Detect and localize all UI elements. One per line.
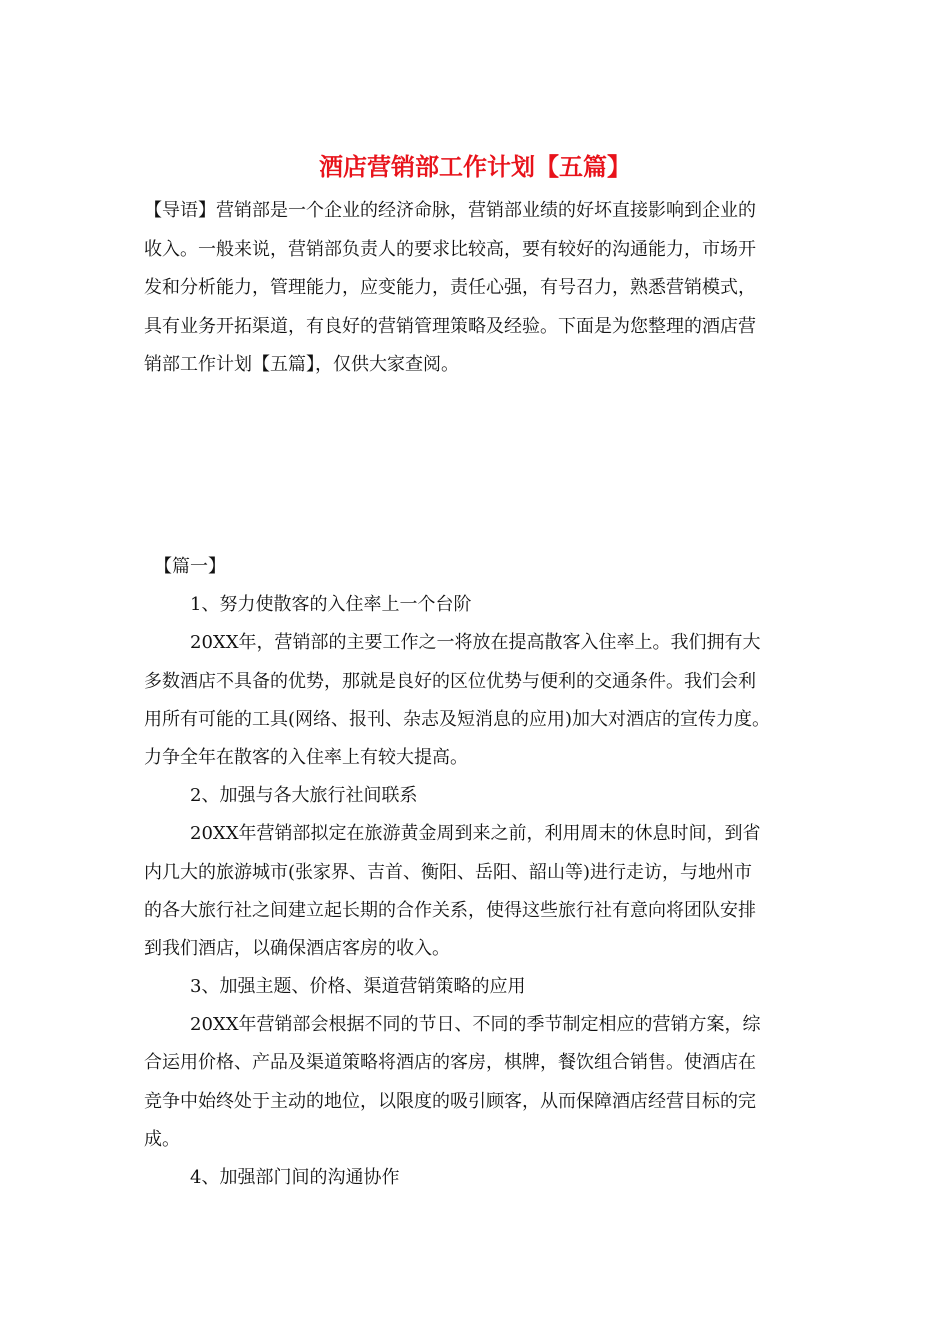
section-one: [144, 548, 810, 1197]
intro-line: 【导语】营销部是一个企业的经济命脉，营销部业绩的好坏直接影响到企业的: [144, 200, 756, 221]
item-heading: 2、加强与各大旅行社间联系: [190, 785, 418, 807]
paragraph-line: 合运用价格、产品及渠道策略将酒店的客房，棋牌，餐饮组合销售。使酒店在: [144, 1052, 756, 1074]
item-heading: 3、加强主题、价格、渠道营销策略的应用: [190, 976, 526, 998]
paragraph-line: 的各大旅行社之间建立起长期的合作关系，使得这些旅行社有意向将团队安排: [144, 899, 756, 921]
intro-line: 具有业务开拓渠道，有良好的营销管理策略及经验。下面是为您整理的酒店营: [144, 315, 756, 337]
paragraph-line: 到我们酒店，以确保酒店客房的收入。: [144, 937, 450, 959]
item-heading: 1、努力使散客的入住率上一个台阶: [190, 594, 472, 616]
paragraph-line: 20XX年营销部拟定在旅游黄金周到来之前，利用周末的休息时间，到省: [190, 823, 761, 845]
item-heading: 4、加强部门间的沟通协作: [190, 1167, 400, 1188]
paragraph-line: 成。: [144, 1128, 180, 1150]
intro-paragraph: [144, 192, 810, 385]
intro-line: 销部工作计划【五篇】，仅供大家查阅。: [144, 354, 459, 376]
intro-line: 收入。一般来说，营销部负责人的要求比较高，要有较好的沟通能力，市场开: [144, 238, 756, 260]
paragraph-line: 竞争中始终处于主动的地位，以限度的吸引顾客，从而保障酒店经营目标的完: [144, 1090, 756, 1112]
paragraph-line: 用所有可能的工具(网络、报刊、杂志及短消息的应用)加大对酒店的宣传力度。: [144, 708, 771, 730]
paragraph-line: 20XX年，营销部的主要工作之一将放在提高散客入住率上。我们拥有大: [190, 632, 761, 654]
paragraph-line: 力争全年在散客的入住率上有较大提高。: [144, 746, 468, 768]
document-title: 酒店营销部工作计划【五篇】: [319, 152, 631, 181]
paragraph-line: 内几大的旅游城市(张家界、吉首、衡阳、岳阳、韶山等)进行走访，与地州市: [144, 861, 753, 883]
intro-line: 发和分析能力，管理能力，应变能力，责任心强，有号召力，熟悉营销模式，: [144, 277, 756, 299]
section-label: 【篇一】: [154, 556, 226, 577]
paragraph-line: 20XX年营销部会根据不同的节日、不同的季节制定相应的营销方案，综: [190, 1014, 761, 1036]
paragraph-line: 多数酒店不具备的优势，那就是良好的区位优势与便利的交通条件。我们会利: [144, 670, 756, 692]
